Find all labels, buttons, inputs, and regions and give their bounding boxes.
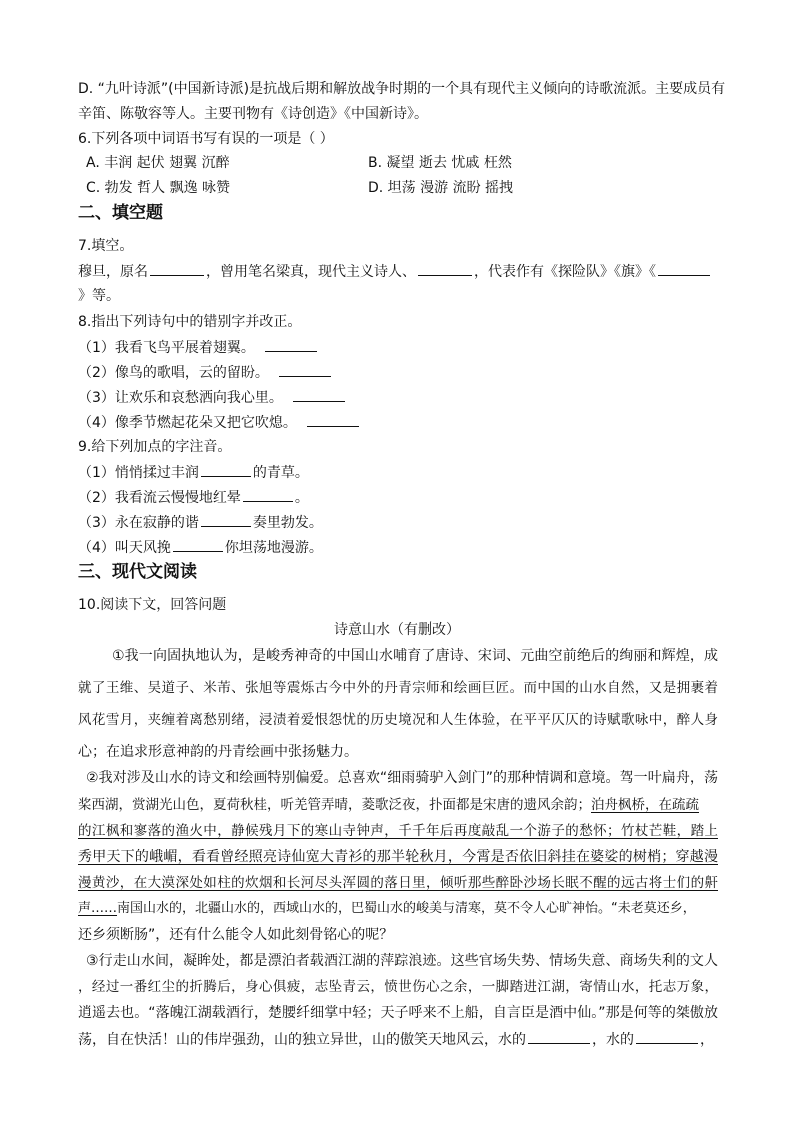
question-9-item-text: 奏里勃发。 xyxy=(252,515,323,531)
question-6-option-c: C. 勃发 哲人 飘逸 咏赞 xyxy=(86,180,231,196)
answer-blank[interactable] xyxy=(307,412,359,427)
question-7-text-b: ，曾用笔名梁真，现代主义诗人、 xyxy=(206,264,416,280)
answer-blank[interactable] xyxy=(418,261,472,276)
answer-blank[interactable] xyxy=(636,1029,698,1044)
answer-blank[interactable] xyxy=(293,387,345,402)
passage-p1-line2: 就了王维、吴道子、米芾、张旭等震烁古今中外的丹青宗师和绘画巨匠。而中国的山水自然，又是拥裹着 xyxy=(78,680,718,696)
answer-blank[interactable] xyxy=(150,261,204,276)
question-9-item-text: （4）叫天风挽 xyxy=(78,540,171,556)
question-9-item-text: （2）我看流云慢慢地红晕 xyxy=(78,490,241,506)
question-8-item-text: （1）我看飞鸟平展着翅翼。 xyxy=(78,340,255,356)
question-9-item-text: （1）悄悄揉过丰润 xyxy=(78,465,199,481)
question-9-item-1 xyxy=(78,462,728,482)
passage-p1-line3: 风花雪月，夹缠着离愁别绪，浸渍着爱恨怨忧的历史境况和人生体验，在平平仄仄的诗赋歌咏中，醉人身 xyxy=(78,712,718,728)
question-8-item-text: （4）像季节燃起花朵又把它吹熄。 xyxy=(78,415,297,431)
passage-p3-line2: ，经过一番红尘的折腾后，身心俱疲，志坠青云，愤世伤心之余，一脚踏进江湖，寄情山水，托志万象， xyxy=(78,979,718,995)
option-d-text-line2: 辛笛、陈敬容等人。主要刊物有《诗创造》《中国新诗》。 xyxy=(78,106,428,122)
section-heading-reading: 三、现代文阅读 xyxy=(78,562,197,582)
question-9-item-text: 。 xyxy=(294,490,309,506)
passage-title: 诗意山水（有删改） xyxy=(334,622,460,638)
question-9-item-3 xyxy=(78,512,728,532)
question-8-stem: 8.指出下列诗句中的错别字并改正。 xyxy=(78,314,302,330)
answer-blank[interactable] xyxy=(528,1029,590,1044)
answer-blank[interactable] xyxy=(658,261,710,276)
passage-p2-line2 xyxy=(78,795,718,815)
passage-p2-line6 xyxy=(78,899,718,919)
question-6-option-b: B. 凝望 逝去 忧戚 枉然 xyxy=(368,155,512,171)
question-9-item-text: （3）永在寂静的谐 xyxy=(78,515,199,531)
answer-blank[interactable] xyxy=(173,537,223,552)
passage-p3-line1: ③行走山水间，凝眸处，都是漂泊者载酒江湖的萍踪浪迹。这些官场失势、情场失意、商场失利的文人 xyxy=(86,953,718,969)
passage-p1-line4: 心；在追求形意神韵的丹青绘画中张扬魅力。 xyxy=(78,744,358,760)
question-7-stem: 7.填空。 xyxy=(78,238,134,254)
question-9-item-4 xyxy=(78,537,728,557)
section-heading-fill-in: 二、填空题 xyxy=(78,203,163,223)
question-6-stem: 6.下列各项中词语书写有误的一项是（ ） xyxy=(78,131,334,147)
question-8-item-2 xyxy=(78,362,728,382)
question-6-option-a: A. 丰润 起伏 翅翼 沉醉 xyxy=(86,155,230,171)
question-8-item-4 xyxy=(78,412,728,432)
answer-blank[interactable] xyxy=(243,487,293,502)
question-8-item-text: （3）让欢乐和哀愁洒向我心里。 xyxy=(78,390,283,406)
passage-text: ，水的 xyxy=(592,1032,634,1048)
question-8-item-1 xyxy=(78,337,728,357)
passage-p2-line1: ②我对涉及山水的诗文和绘画特别偏爱。总喜欢“细雨骑驴入剑门”的那种情调和意境。驾一叶扁舟，荡 xyxy=(86,770,718,786)
passage-text: 南国山水的，北疆山水的，西域山水的，巴蜀山水的峻美与清寒，莫不令人心旷神怡。“未老莫还乡， xyxy=(117,901,696,916)
answer-blank[interactable] xyxy=(201,462,251,477)
passage-p2-line3-underlined: 的江枫和寥落的渔火中，静候残月下的寒山寺钟声，千千年后再度敲乱一个游子的愁怀；竹杖芒鞋，踏上 xyxy=(78,823,718,839)
question-9-item-text: 的青草。 xyxy=(252,465,309,481)
passage-p2-line7: 还乡须断肠”，还有什么能令人如此刻骨铭心的呢？ xyxy=(78,927,394,943)
passage-p1-line1: ①我一向固执地认为，是峻秀神奇的中国山水哺育了唐诗、宋词、元曲空前绝后的绚丽和辉煌，成 xyxy=(112,648,718,664)
underlined-passage-text: 声…… xyxy=(78,901,118,916)
passage-text: ， xyxy=(700,1032,714,1048)
question-8-item-text: （2）像鸟的歌唱，云的留盼。 xyxy=(78,365,269,381)
question-6-option-d: D. 坦荡 漫游 流盼 摇拽 xyxy=(368,180,514,196)
question-9-item-text: 你坦荡地漫游。 xyxy=(224,540,323,556)
passage-text: 桨西湖，赏湖光山色，夏荷秋桂，听羌管弄晴，菱歌泛夜，扑面都是宋唐的遗风余韵； xyxy=(78,797,591,813)
question-9-stem: 9.给下列加点的字注音。 xyxy=(78,439,232,455)
answer-blank[interactable] xyxy=(279,362,331,377)
question-7-text-c: ，代表作有《探险队》《旗》《 xyxy=(474,264,656,280)
answer-blank[interactable] xyxy=(201,512,251,527)
passage-p2-line5-underlined: 漫黄沙，在大漠深处如柱的炊烟和长河尽头浑圆的落日里，倾听那些醉卧沙场长眠不醒的远古将士们的鼾 xyxy=(78,875,718,891)
answer-blank[interactable] xyxy=(265,337,317,352)
underlined-passage-text: 泊舟枫桥，在疏疏 xyxy=(591,797,699,813)
passage-text: 荡，自在快活！山的伟岸强劲，山的独立异世，山的傲笑天地风云，水的 xyxy=(78,1032,526,1048)
question-7-line1 xyxy=(78,261,728,281)
option-d-text-line1: D. “九叶诗派”(中国新诗派)是抗战后期和解放战争时期的一个具有现代主义倾向的诗歌流派。主要成员有 xyxy=(78,81,726,97)
question-7-line2: 》等。 xyxy=(78,288,120,304)
question-7-text-a: 穆旦，原名 xyxy=(78,264,148,280)
passage-p2-line4-underlined: 秀甲天下的峨嵋，看看曾经照亮诗仙宽大青衫的那半轮秋月，今霄是否依旧斜挂在婆娑的树梢；穿越漫 xyxy=(78,849,718,865)
passage-p3-line3: 逍遥去也。“落魄江湖载酒行，楚腰纤细掌中轻；天子呼来不上船，自言臣是酒中仙。”那是何等的桀傲放 xyxy=(78,1005,718,1021)
question-9-item-2 xyxy=(78,487,728,507)
question-8-item-3 xyxy=(78,387,728,407)
passage-p3-line4 xyxy=(78,1029,718,1049)
question-10-stem: 10.阅读下文，回答问题 xyxy=(78,597,227,613)
